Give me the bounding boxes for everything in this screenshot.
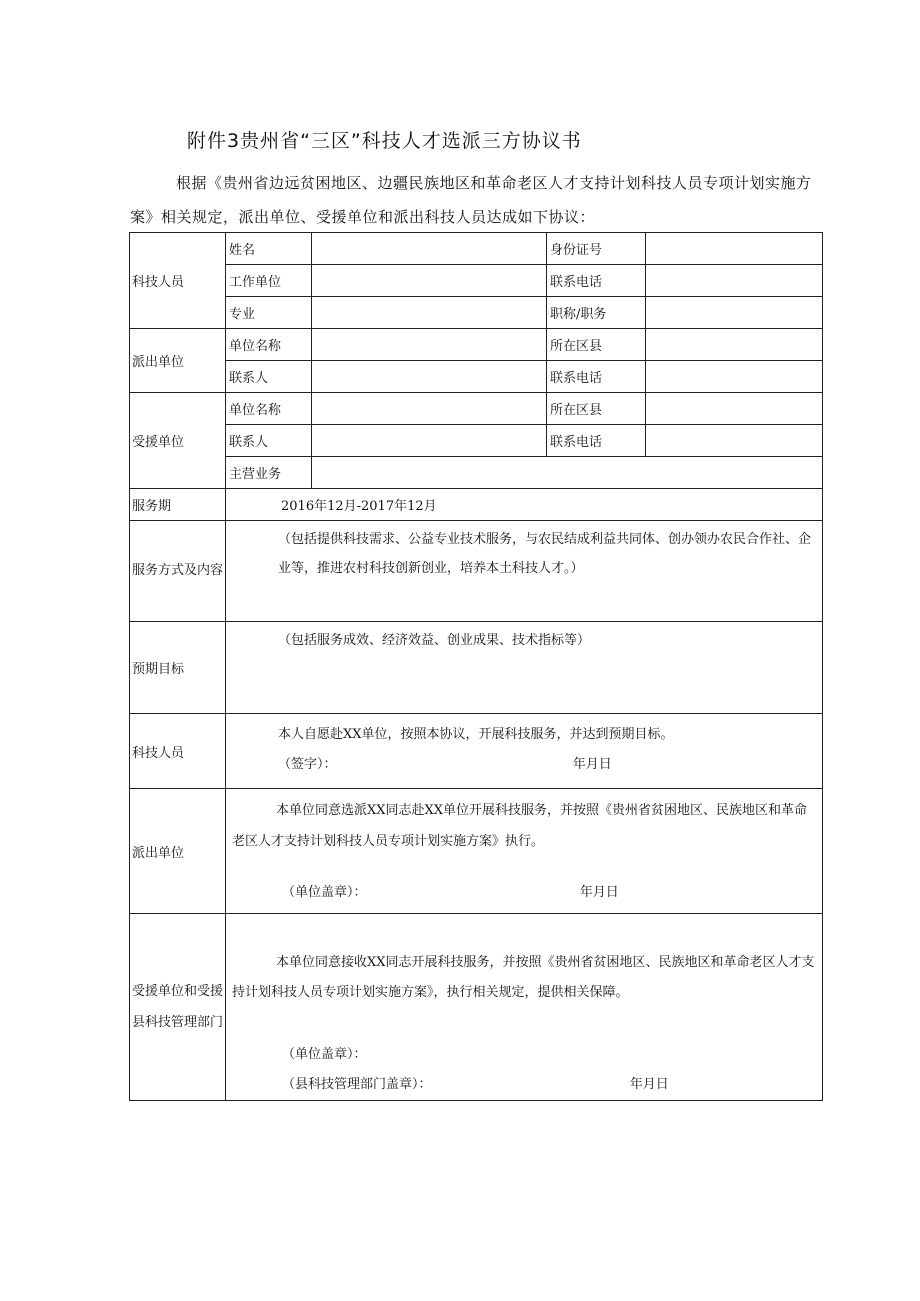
id-field[interactable] <box>646 233 823 265</box>
workplace-field[interactable] <box>312 265 547 297</box>
major-label: 专业 <box>226 297 312 329</box>
expected-goal-label: 预期目标 <box>130 622 226 714</box>
receiving-unit-section: 受援单位 <box>130 393 226 489</box>
tech-sign-date-label: 年月日 <box>572 757 612 772</box>
receiving-seal-row <box>232 1040 818 1070</box>
name-field[interactable] <box>312 233 547 265</box>
business-label: 主营业务 <box>226 457 312 489</box>
tech-phone-label: 联系电话 <box>547 265 646 297</box>
receiving-contact-field[interactable] <box>312 425 547 457</box>
sending-phone-label: 联系电话 <box>547 361 646 393</box>
sending-unit-name-label: 单位名称 <box>226 329 312 361</box>
tech-sign-signature-label: （签字）： <box>278 757 337 772</box>
sending-contact-label: 联系人 <box>226 361 312 393</box>
county-seal-label: （县科技管理部门盖章）： <box>282 1077 432 1092</box>
sending-county-field[interactable] <box>646 329 823 361</box>
service-content-note: （包括提供科技需求、公益专业技术服务，与农民结成利益共同体、创办领办农民合作社、企业等，推进农村科技创新创业，培养本土科技人才。） <box>278 532 812 576</box>
tech-sign-statement: 本人自愿赴XX单位，按照本协议，开展科技服务，并达到预期目标。 <box>278 727 674 742</box>
sending-date-label: 年月日 <box>579 885 619 900</box>
sending-sign-statement: 本单位同意选派XX同志赴XX单位开展科技服务，并按照《贵州省贫困地区、民族地区和革命老区人才支持计划科技人员专项计划实施方案》执行。 <box>232 803 808 849</box>
sending-unit-name-field[interactable] <box>312 329 547 361</box>
receiving-county-field[interactable] <box>646 393 823 425</box>
receiving-phone-field[interactable] <box>646 425 823 457</box>
expected-goal-field[interactable] <box>226 622 823 714</box>
receiving-seal-label: （单位盖章）： <box>282 1047 367 1062</box>
service-content-label: 服务方式及内容 <box>130 521 226 622</box>
service-period-label: 服务期 <box>130 489 226 521</box>
service-content-field[interactable] <box>226 521 823 622</box>
title-label: 职称/职务 <box>547 297 646 329</box>
major-field[interactable] <box>312 297 547 329</box>
sending-county-label: 所在区县 <box>547 329 646 361</box>
receiving-contact-label: 联系人 <box>226 425 312 457</box>
service-period-value[interactable]: 2016年12月-2017年12月 <box>226 489 823 521</box>
sending-seal-label: （单位盖章）： <box>282 885 367 900</box>
sending-sign-label: 派出单位 <box>130 789 226 914</box>
sending-contact-field[interactable] <box>312 361 547 393</box>
tech-phone-field[interactable] <box>646 265 823 297</box>
intro-paragraph: 根据《贵州省边远贫困地区、边疆民族地区和革命老区人才支持计划科技人员专项计划实施方案》相关规定，派出单位、受援单位和派出科技人员达成如下协议： <box>130 174 812 226</box>
receiving-county-label: 所在区县 <box>547 393 646 425</box>
receiving-sign-statement: 本单位同意接收XX同志开展科技服务，并按照《贵州省贫困地区、民族地区和革命老区人才支持计划科技人员专项计划实施方案》，执行相关规定，提供相关保障。 <box>232 955 815 1000</box>
document-title: 附件3贵州省“三区”科技人才选派三方协议书 <box>187 130 582 152</box>
business-field[interactable] <box>312 457 823 489</box>
receiving-sign-label: 受援单位和受援县科技管理部门 <box>130 914 226 1101</box>
tech-person-section: 科技人员 <box>130 233 226 329</box>
name-label: 姓名 <box>226 233 312 265</box>
tech-sign-label: 科技人员 <box>130 714 226 789</box>
receiving-unit-name-label: 单位名称 <box>226 393 312 425</box>
receiving-unit-name-field[interactable] <box>312 393 547 425</box>
agreement-table <box>129 232 823 1101</box>
receiving-date-label: 年月日 <box>629 1077 669 1092</box>
title-field[interactable] <box>646 297 823 329</box>
workplace-label: 工作单位 <box>226 265 312 297</box>
sending-unit-section: 派出单位 <box>130 329 226 393</box>
expected-goal-note: （包括服务成效、经济效益、创业成果、技术指标等） <box>278 633 591 648</box>
id-label: 身份证号 <box>547 233 646 265</box>
receiving-phone-label: 联系电话 <box>547 425 646 457</box>
sending-phone-field[interactable] <box>646 361 823 393</box>
